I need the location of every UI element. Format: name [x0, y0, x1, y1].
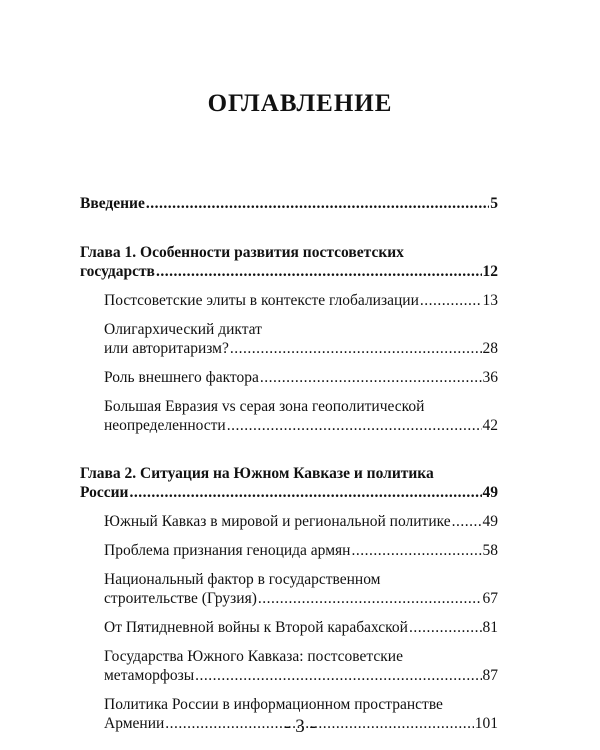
toc-entry-title-line1: Политика России в информационном пространстве	[104, 696, 443, 713]
page-title: ОГЛАВЛЕНИЕ	[207, 90, 393, 117]
toc-page-number: 49	[482, 484, 498, 501]
toc-entry-chapter-2[interactable]	[80, 464, 498, 502]
toc-entry-title: От Пятидневной войны к Второй карабахской	[104, 619, 408, 636]
toc-entry-title: России	[80, 484, 129, 501]
toc-entry-title: Роль внешнего фактора	[104, 369, 259, 386]
toc-page-number: 67	[482, 590, 498, 607]
dot-leader	[156, 262, 482, 281]
page-number: - 3 -	[284, 716, 316, 737]
toc-entry-title-line1: Большая Евразия vs серая зона геополитической	[104, 398, 425, 415]
toc-entry-title-line1: Глава 2. Ситуация на Южном Кавказе и политика	[80, 465, 434, 482]
toc-entry-title: метаморфозы	[104, 667, 195, 684]
toc-page-number: 81	[482, 619, 498, 636]
toc-entry-chapter-1[interactable]	[80, 243, 498, 281]
dot-leader	[258, 589, 482, 608]
toc-entry-title: Постсоветские элиты в контексте глобализации	[104, 292, 419, 309]
toc-entry-section[interactable]	[80, 397, 498, 435]
toc-page-number: 101	[474, 715, 498, 732]
toc-entry-section[interactable]	[80, 320, 498, 358]
dot-leader	[351, 541, 481, 560]
toc-page-number: 49	[482, 513, 498, 530]
table-of-contents	[80, 194, 498, 733]
toc-entry-title: Южный Кавказ в мировой и региональной политике	[104, 513, 451, 530]
toc-entry-section[interactable]	[80, 618, 498, 637]
dot-leader	[260, 368, 482, 387]
toc-entry-section[interactable]	[80, 512, 498, 531]
toc-entry-title: Введение	[80, 195, 145, 212]
dot-leader	[227, 416, 482, 435]
toc-entry-title: или авторитаризм?	[104, 340, 229, 357]
toc-entry-title: Армении	[104, 715, 165, 732]
toc-entry-title-line1: Олигархический диктат	[104, 321, 262, 338]
dot-leader	[452, 512, 482, 531]
toc-entry-title: Проблема признания геноцида армян	[104, 542, 351, 559]
toc-entry-section[interactable]	[80, 368, 498, 387]
toc-page-number: 87	[482, 667, 498, 684]
toc-page-number: 13	[482, 292, 498, 309]
dot-leader	[409, 618, 482, 637]
dot-leader	[420, 291, 482, 310]
toc-entry-title: неопределенности	[104, 417, 226, 434]
toc-entry-title-line1: Государства Южного Кавказа: постсоветские	[104, 648, 403, 665]
toc-entry-title: строительстве (Грузия)	[104, 590, 257, 607]
dot-leader	[195, 666, 481, 685]
toc-entry-title: государств	[80, 263, 155, 280]
toc-page-number: 42	[482, 417, 498, 434]
toc-page-number: 28	[482, 340, 498, 357]
toc-entry-section[interactable]	[80, 291, 498, 310]
toc-entry-section[interactable]	[80, 570, 498, 608]
toc-entry-introduction[interactable]	[80, 194, 498, 213]
toc-entry-section[interactable]	[80, 541, 498, 560]
toc-page-number: 58	[482, 542, 498, 559]
dot-leader	[146, 194, 489, 213]
toc-entry-title-line1: Национальный фактор в государственном	[104, 571, 381, 588]
toc-entry-title-line1: Глава 1. Особенности развития постсоветских	[80, 244, 404, 261]
toc-page-number: 5	[490, 195, 498, 212]
dot-leader	[129, 483, 481, 502]
dot-leader	[230, 339, 482, 358]
toc-page-number: 12	[482, 263, 498, 280]
toc-page-number: 36	[482, 369, 498, 386]
toc-entry-section[interactable]	[80, 647, 498, 685]
